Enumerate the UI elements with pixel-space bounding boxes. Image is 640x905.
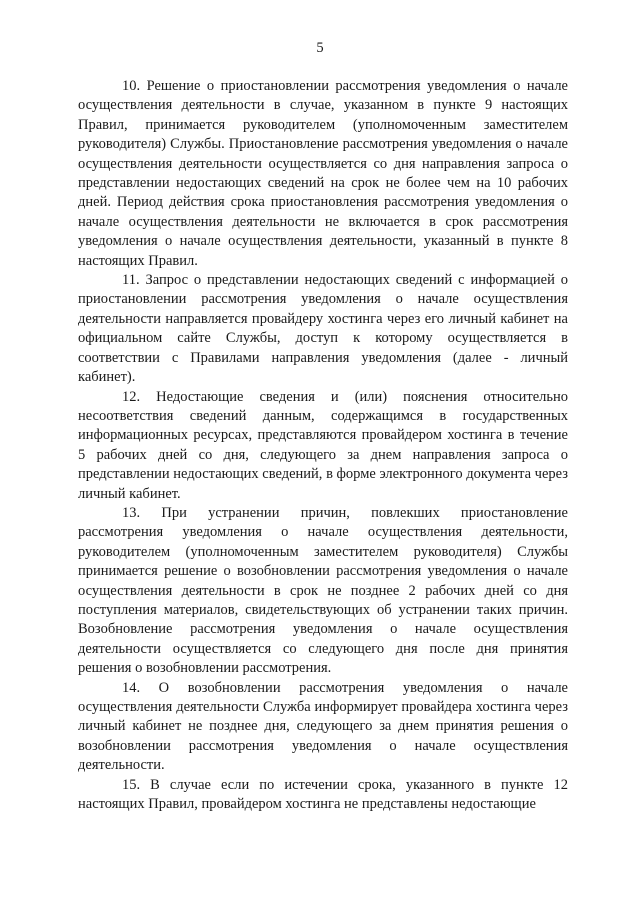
paragraph-15: 15. В случае если по истечении срока, указанного в пункте 12 настоящих Правил, провайдером хостинга не представлены недостающие <box>78 776 568 813</box>
paragraph-10: 10. Решение о приостановлении рассмотрения уведомления о начале осуществления деятельности в случае, указанном в пункте 9 настоящих Правил, принимается руководителем (уполномоченным заместителем руководителя) Службы. Приостановление рассмотрения уведомления о начале осуществления деятельности осуществляется со дня направления запроса о представлении недостающих сведений на срок не более чем на 10 рабочих дней. Период действия срока приостановления рассмотрения уведомления о начале осуществления деятельности не включается в срок рассмотрения уведомления о начале осуществления деятельности, указанный в пункте 8 настоящих Правил. <box>78 78 568 269</box>
paragraph-14: 14. О возобновлении рассмотрения уведомления о начале осуществления деятельности Служба информирует провайдера хостинга через личный кабинет не позднее дня, следующего за днем принятия решения о возобновлении рассмотрения уведомления о начале осуществления деятельности. <box>78 679 568 774</box>
paragraph-12: 12. Недостающие сведения и (или) пояснения относительно несоответствия сведений данным, содержащимся в государственных информационных ресурсах, представляются провайдером хостинга в течение 5 рабочих дней со дня, следующего за днем направления запроса о представлении недостающих сведений, в форме электронного документа через личный кабинет. <box>78 388 568 502</box>
document-body <box>78 77 568 814</box>
paragraph-13: 13. При устранении причин, повлекших приостановление рассмотрения уведомления о начале осуществления деятельности, руководителем (уполномоченным заместителем руководителя) Службы принимается решение о возобновлении рассмотрения уведомления о начале осуществления деятельности в срок не позднее 2 рабочих дней со дня поступления материалов, свидетельствующих об устранении таких причин. Возобновление рассмотрения уведомления о начале осуществления деятельности осуществляется со следующего дня после дня принятия решения о возобновлении рассмотрения. <box>78 504 568 677</box>
page-number: 5 <box>316 40 324 56</box>
paragraph-11: 11. Запрос о представлении недостающих сведений с информацией о приостановлении рассмотрения уведомления о начале осуществления деятельности направляется провайдеру хостинга через его личный кабинет на официальном сайте Службы, доступ к которому осуществляется в соответствии с Правилами направления уведомления (далее - личный кабинет). <box>78 272 568 386</box>
